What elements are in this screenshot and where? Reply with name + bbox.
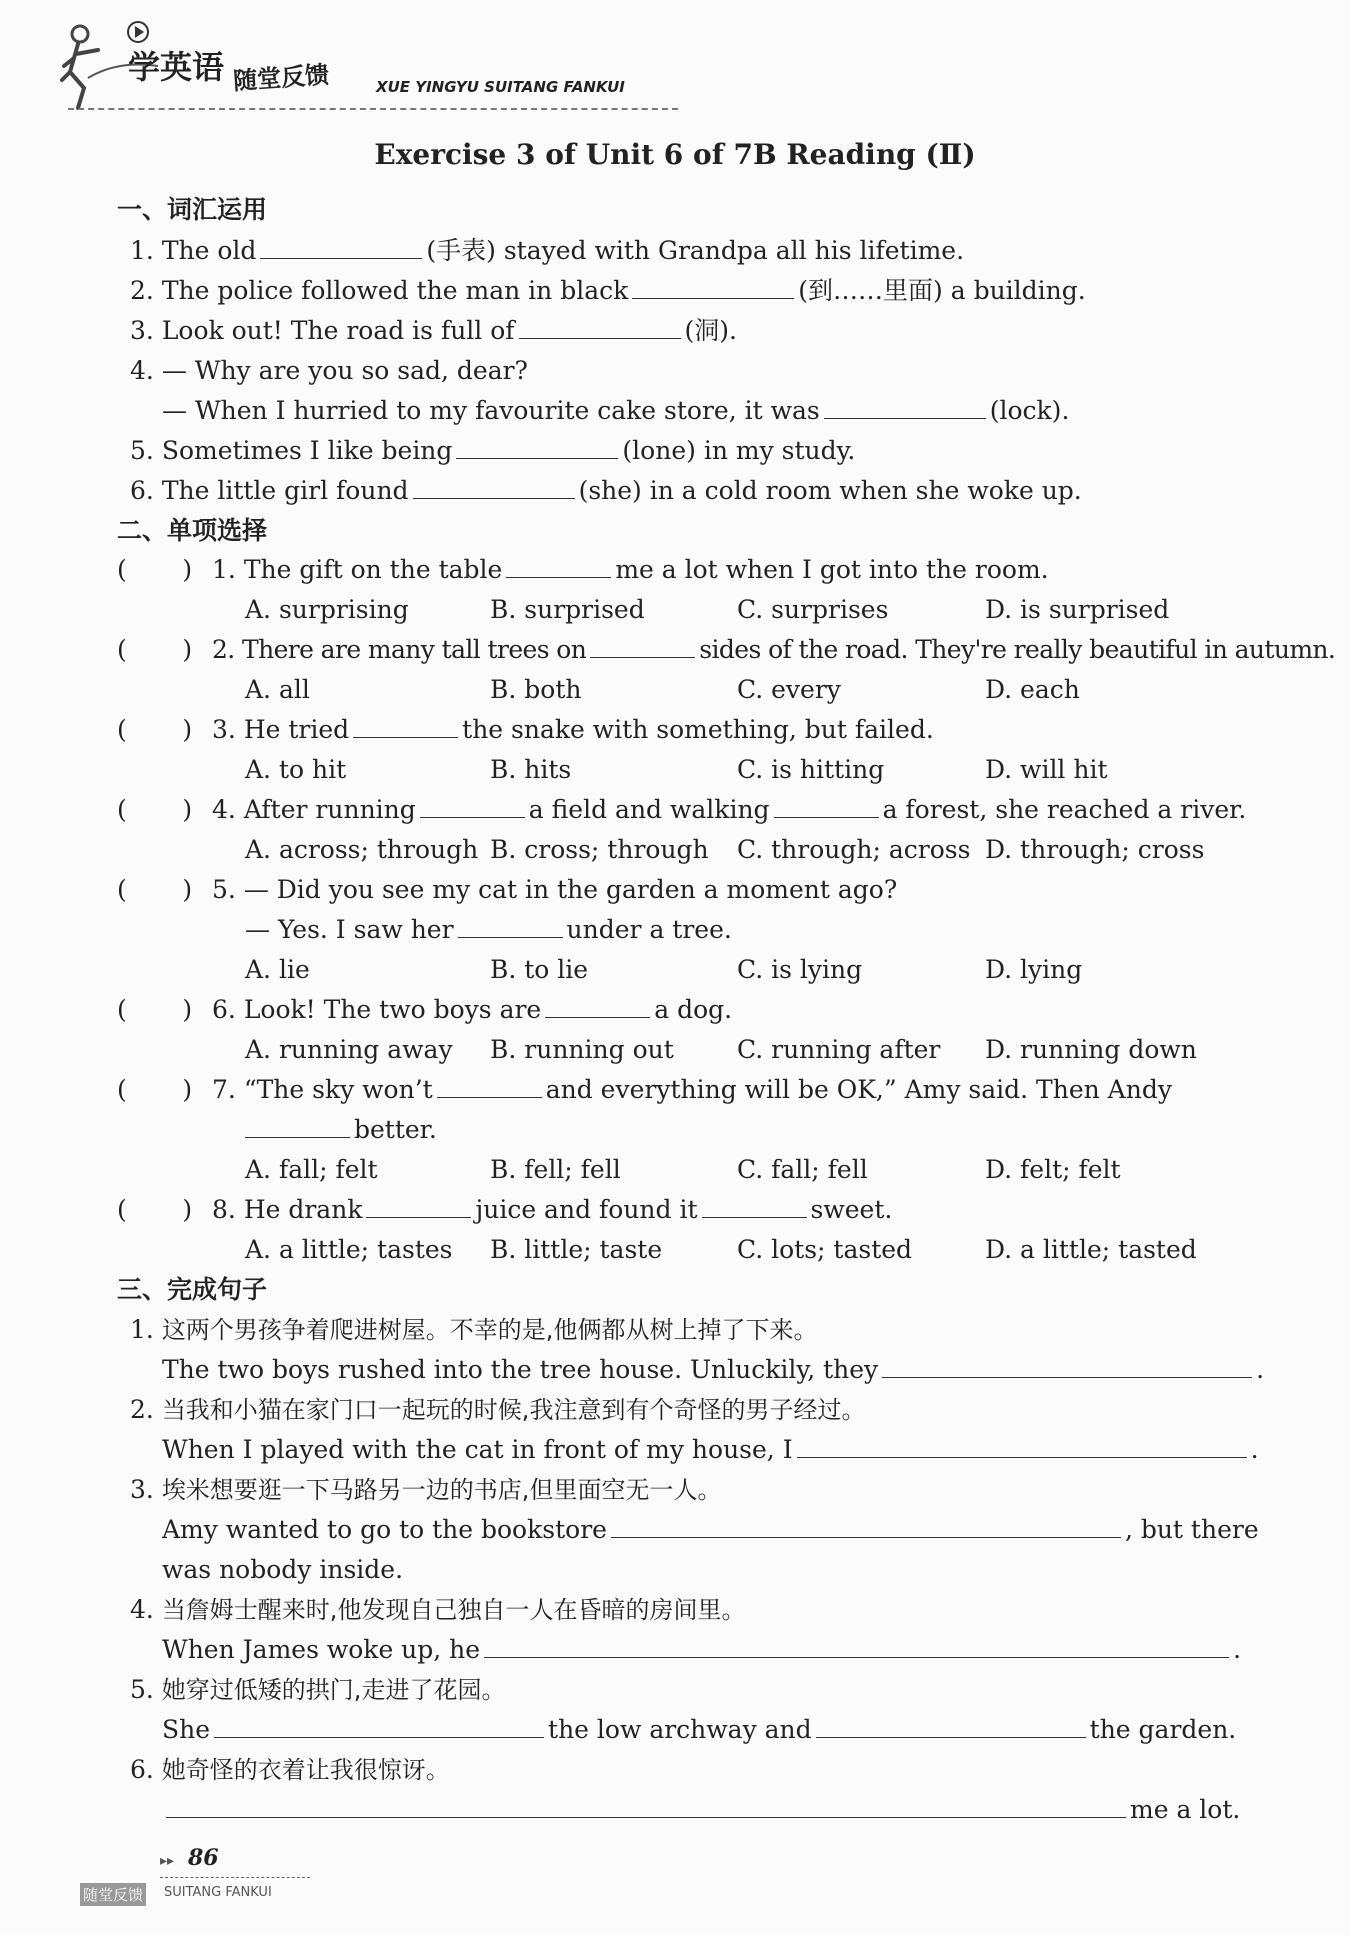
english-text: me a lot. [1130,1795,1241,1824]
option-b[interactable]: B. to lie [490,955,589,984]
question-text: He drank [243,1195,363,1224]
complete-item-english [162,1795,1240,1825]
item-number: 1. [130,236,154,265]
footer-arrow-icon: ▸▸ [160,1853,175,1869]
item-hint: (到……里面) a building. [798,276,1086,305]
complete-item-english [162,1435,1259,1465]
complete-item-chinese [130,1315,817,1345]
chinese-sentence: 这两个男孩争着爬进树屋。不幸的是,他俩都从树上掉了下来。 [161,1316,818,1344]
vocab-item [130,436,855,466]
chinese-sentence: 她奇怪的衣着让我很惊讶。 [161,1756,450,1784]
footer-label-cn: 随堂反馈 [80,1883,146,1906]
choice-question-line [245,915,732,945]
chinese-sentence: 她穿过低矮的拱门,走进了花园。 [161,1676,506,1704]
question-text: better. [354,1115,437,1144]
english-text: , but there [1124,1515,1259,1544]
item-text: — When I hurried to my favourite cake store, it was [162,396,820,425]
option-b[interactable]: B. both [490,675,582,704]
choice-question [212,1195,892,1225]
answer-blank[interactable] [519,318,681,339]
vocab-item [130,236,964,266]
item-number: 2. [130,1395,154,1424]
choice-question [212,875,897,905]
vocab-item [130,476,1082,506]
answer-bracket[interactable]: ( ) [117,795,193,824]
header-dashed-line [68,108,678,110]
question-number: 2. [212,635,235,664]
question-text: a dog. [654,995,733,1024]
answer-bracket[interactable]: ( ) [117,995,193,1024]
header-logo [58,18,678,113]
item-number: 5. [130,436,154,465]
question-text: the snake with something, but failed. [462,715,934,744]
logo-subtitle: 随堂反馈 [232,60,331,96]
question-text: sides of the road. They're really beautiful in autumn. [699,635,1336,664]
question-number: 8. [212,1195,236,1224]
complete-item-chinese [130,1595,745,1625]
option-a[interactable]: A. lie [245,955,310,984]
question-text: He tried [243,715,350,744]
choice-question [212,715,934,745]
english-text: When I played with the cat in front of my house, I [162,1435,793,1464]
option-a[interactable]: A. all [245,675,310,704]
chinese-sentence: 埃米想要逛一下马路另一边的书店,但里面空无一人。 [161,1476,722,1504]
vocab-item [130,316,737,346]
question-text: — Did you see my cat in the garden a moment ago? [243,875,898,904]
item-text: Sometimes I like being [161,436,453,465]
question-text: a field and walking [528,795,770,824]
complete-item-chinese [130,1755,450,1785]
item-text: Look out! The road is full of [161,316,515,345]
vocab-item [130,356,528,386]
item-hint: (lone) in my study. [622,436,856,465]
choice-question [212,995,732,1025]
answer-bracket[interactable]: ( ) [117,715,193,744]
answer-blank[interactable] [245,1117,350,1138]
answer-blank[interactable] [260,238,422,259]
answer-blank[interactable] [882,1357,1252,1378]
answer-blank[interactable] [413,478,575,499]
item-number: 5. [130,1675,154,1704]
option-d[interactable]: D. a little; tasted [985,1235,1197,1264]
answer-bracket[interactable]: ( ) [117,875,193,904]
item-text: The police followed the man in black [161,276,629,305]
item-text: The old [161,236,257,265]
vocab-item [130,276,1086,306]
question-number: 4. [212,795,236,824]
question-number: 1. [212,555,236,584]
answer-blank[interactable] [214,1717,544,1738]
complete-item-english: was nobody inside. [162,1555,404,1584]
item-number: 6. [130,1755,154,1784]
english-text: the low archway and [548,1715,812,1744]
question-text: under a tree. [566,915,732,944]
option-d[interactable]: D. will hit [985,755,1108,784]
answer-blank[interactable] [437,1077,542,1098]
item-number: 6. [130,476,154,505]
answer-bracket[interactable]: ( ) [117,555,193,584]
option-d[interactable]: D. is surprised [985,595,1170,624]
choice-question [212,1075,1172,1105]
answer-blank[interactable] [456,438,618,459]
complete-item-english [162,1715,1236,1745]
item-text: — Why are you so sad, dear? [161,356,528,385]
footer [83,1845,560,1905]
answer-blank[interactable] [824,398,986,419]
item-number: 3. [130,1475,154,1504]
item-number: 2. [130,276,154,305]
question-number: 5. [212,875,236,904]
question-number: 7. [212,1075,236,1104]
choice-question [212,635,1335,665]
answer-blank[interactable] [353,717,458,738]
question-text: “The sky won’t [243,1075,433,1104]
complete-item-english [162,1635,1241,1665]
english-text: . [1250,1435,1259,1464]
question-number: 6. [212,995,236,1024]
answer-blank[interactable] [484,1637,1229,1658]
choice-question [212,555,1049,585]
section-heading-vocab: 一、词汇运用 [117,195,268,224]
option-d[interactable]: D. running down [985,1035,1197,1064]
option-a[interactable]: A. surprising [245,595,409,624]
answer-bracket[interactable]: ( ) [117,1075,193,1104]
option-a[interactable]: A. a little; tastes [245,1235,453,1264]
english-text: Amy wanted to go to the bookstore [162,1515,607,1544]
answer-blank[interactable] [816,1717,1086,1738]
complete-item-chinese [130,1475,721,1505]
section-heading-choice: 二、单项选择 [117,516,268,545]
question-number: 3. [212,715,236,744]
english-text: . [1233,1635,1242,1664]
logo-title: 学英语 [128,48,225,86]
complete-item-english [162,1355,1264,1385]
question-text: a forest, she reached a river. [882,795,1247,824]
logo-pinyin: XUE YINGYU SUITANG FANKUI [376,78,625,96]
complete-item-chinese [130,1395,865,1425]
answer-blank[interactable] [366,1197,471,1218]
question-text: me a lot when I got into the room. [615,555,1049,584]
answer-blank[interactable] [545,997,650,1018]
answer-blank[interactable] [458,917,563,938]
question-text: After running [243,795,416,824]
answer-blank[interactable] [797,1437,1247,1458]
item-hint: (手表) stayed with Grandpa all his lifetime. [426,236,965,265]
question-text: The gift on the table [243,555,503,584]
vocab-item [162,396,1069,426]
section-heading-complete: 三、完成句子 [117,1275,268,1304]
option-b[interactable]: B. little; taste [490,1235,663,1264]
item-number: 4. [130,1595,154,1624]
answer-blank[interactable] [420,797,525,818]
option-c[interactable]: C. is hitting [737,755,885,784]
answer-blank[interactable] [590,637,695,658]
option-b[interactable]: B. cross; through [490,835,709,864]
footer-label-en: SUITANG FANKUI [164,1885,272,1900]
option-a[interactable]: A. to hit [245,755,347,784]
english-text: . [1256,1355,1265,1384]
english-text: the garden. [1089,1715,1237,1744]
page-number: 86 [188,1845,219,1871]
complete-item-english [162,1515,1259,1545]
option-d[interactable]: D. lying [985,955,1083,984]
page-title: Exercise 3 of Unit 6 of 7B Reading (Ⅱ) [374,138,976,171]
answer-blank[interactable] [166,1797,1126,1818]
english-text: When James woke up, he [162,1635,481,1664]
question-text: Look! The two boys are [243,995,542,1024]
answer-blank[interactable] [702,1197,807,1218]
complete-item-chinese [130,1675,505,1705]
item-number: 1. [130,1315,154,1344]
answer-bracket[interactable]: ( ) [117,1195,193,1224]
question-text: sweet. [810,1195,893,1224]
item-number: 4. [130,356,154,385]
item-hint: (she) in a cold room when she woke up. [578,476,1082,505]
english-text: The two boys rushed into the tree house. Unluckily, they [162,1355,879,1384]
choice-question [212,795,1246,825]
option-c[interactable]: C. every [737,675,841,704]
answer-blank[interactable] [611,1517,1121,1538]
item-hint: (洞). [684,316,738,345]
answer-blank[interactable] [774,797,879,818]
option-c[interactable]: C. surprises [737,595,889,624]
option-b[interactable]: B. hits [490,755,572,784]
question-text: juice and found it [475,1195,698,1224]
option-c[interactable]: C. is lying [737,955,863,984]
item-text: The little girl found [161,476,409,505]
option-a[interactable]: A. fall; felt [245,1155,378,1184]
option-d[interactable]: D. felt; felt [985,1155,1121,1184]
chinese-sentence: 当我和小猫在家门口一起玩的时候,我注意到有个奇怪的男子经过。 [161,1396,866,1424]
question-text: — Yes. I saw her [245,915,454,944]
option-a[interactable]: A. across; through [245,835,479,864]
item-number: 3. [130,316,154,345]
choice-question-line [241,1115,437,1145]
option-d[interactable]: D. through; cross [985,835,1205,864]
item-hint: (lock). [989,396,1070,425]
option-a[interactable]: A. running away [245,1035,453,1064]
option-c[interactable]: C. lots; tasted [737,1235,913,1264]
option-b[interactable]: B. fell; fell [490,1155,621,1184]
option-b[interactable]: B. surprised [490,595,645,624]
answer-blank[interactable] [506,557,611,578]
option-d[interactable]: D. each [985,675,1080,704]
footer-divider [160,1877,310,1878]
option-c[interactable]: C. through; across [737,835,971,864]
question-text: There are many tall trees on [242,635,587,664]
question-text: and everything will be OK,” Amy said. Then Andy [545,1075,1172,1104]
option-c[interactable]: C. fall; fell [737,1155,868,1184]
option-b[interactable]: B. running out [490,1035,674,1064]
answer-bracket[interactable]: ( ) [117,635,193,664]
english-text: She [162,1715,211,1744]
chinese-sentence: 当詹姆士醒来时,他发现自己独自一人在昏暗的房间里。 [161,1596,746,1624]
option-c[interactable]: C. running after [737,1035,941,1064]
answer-blank[interactable] [632,278,794,299]
